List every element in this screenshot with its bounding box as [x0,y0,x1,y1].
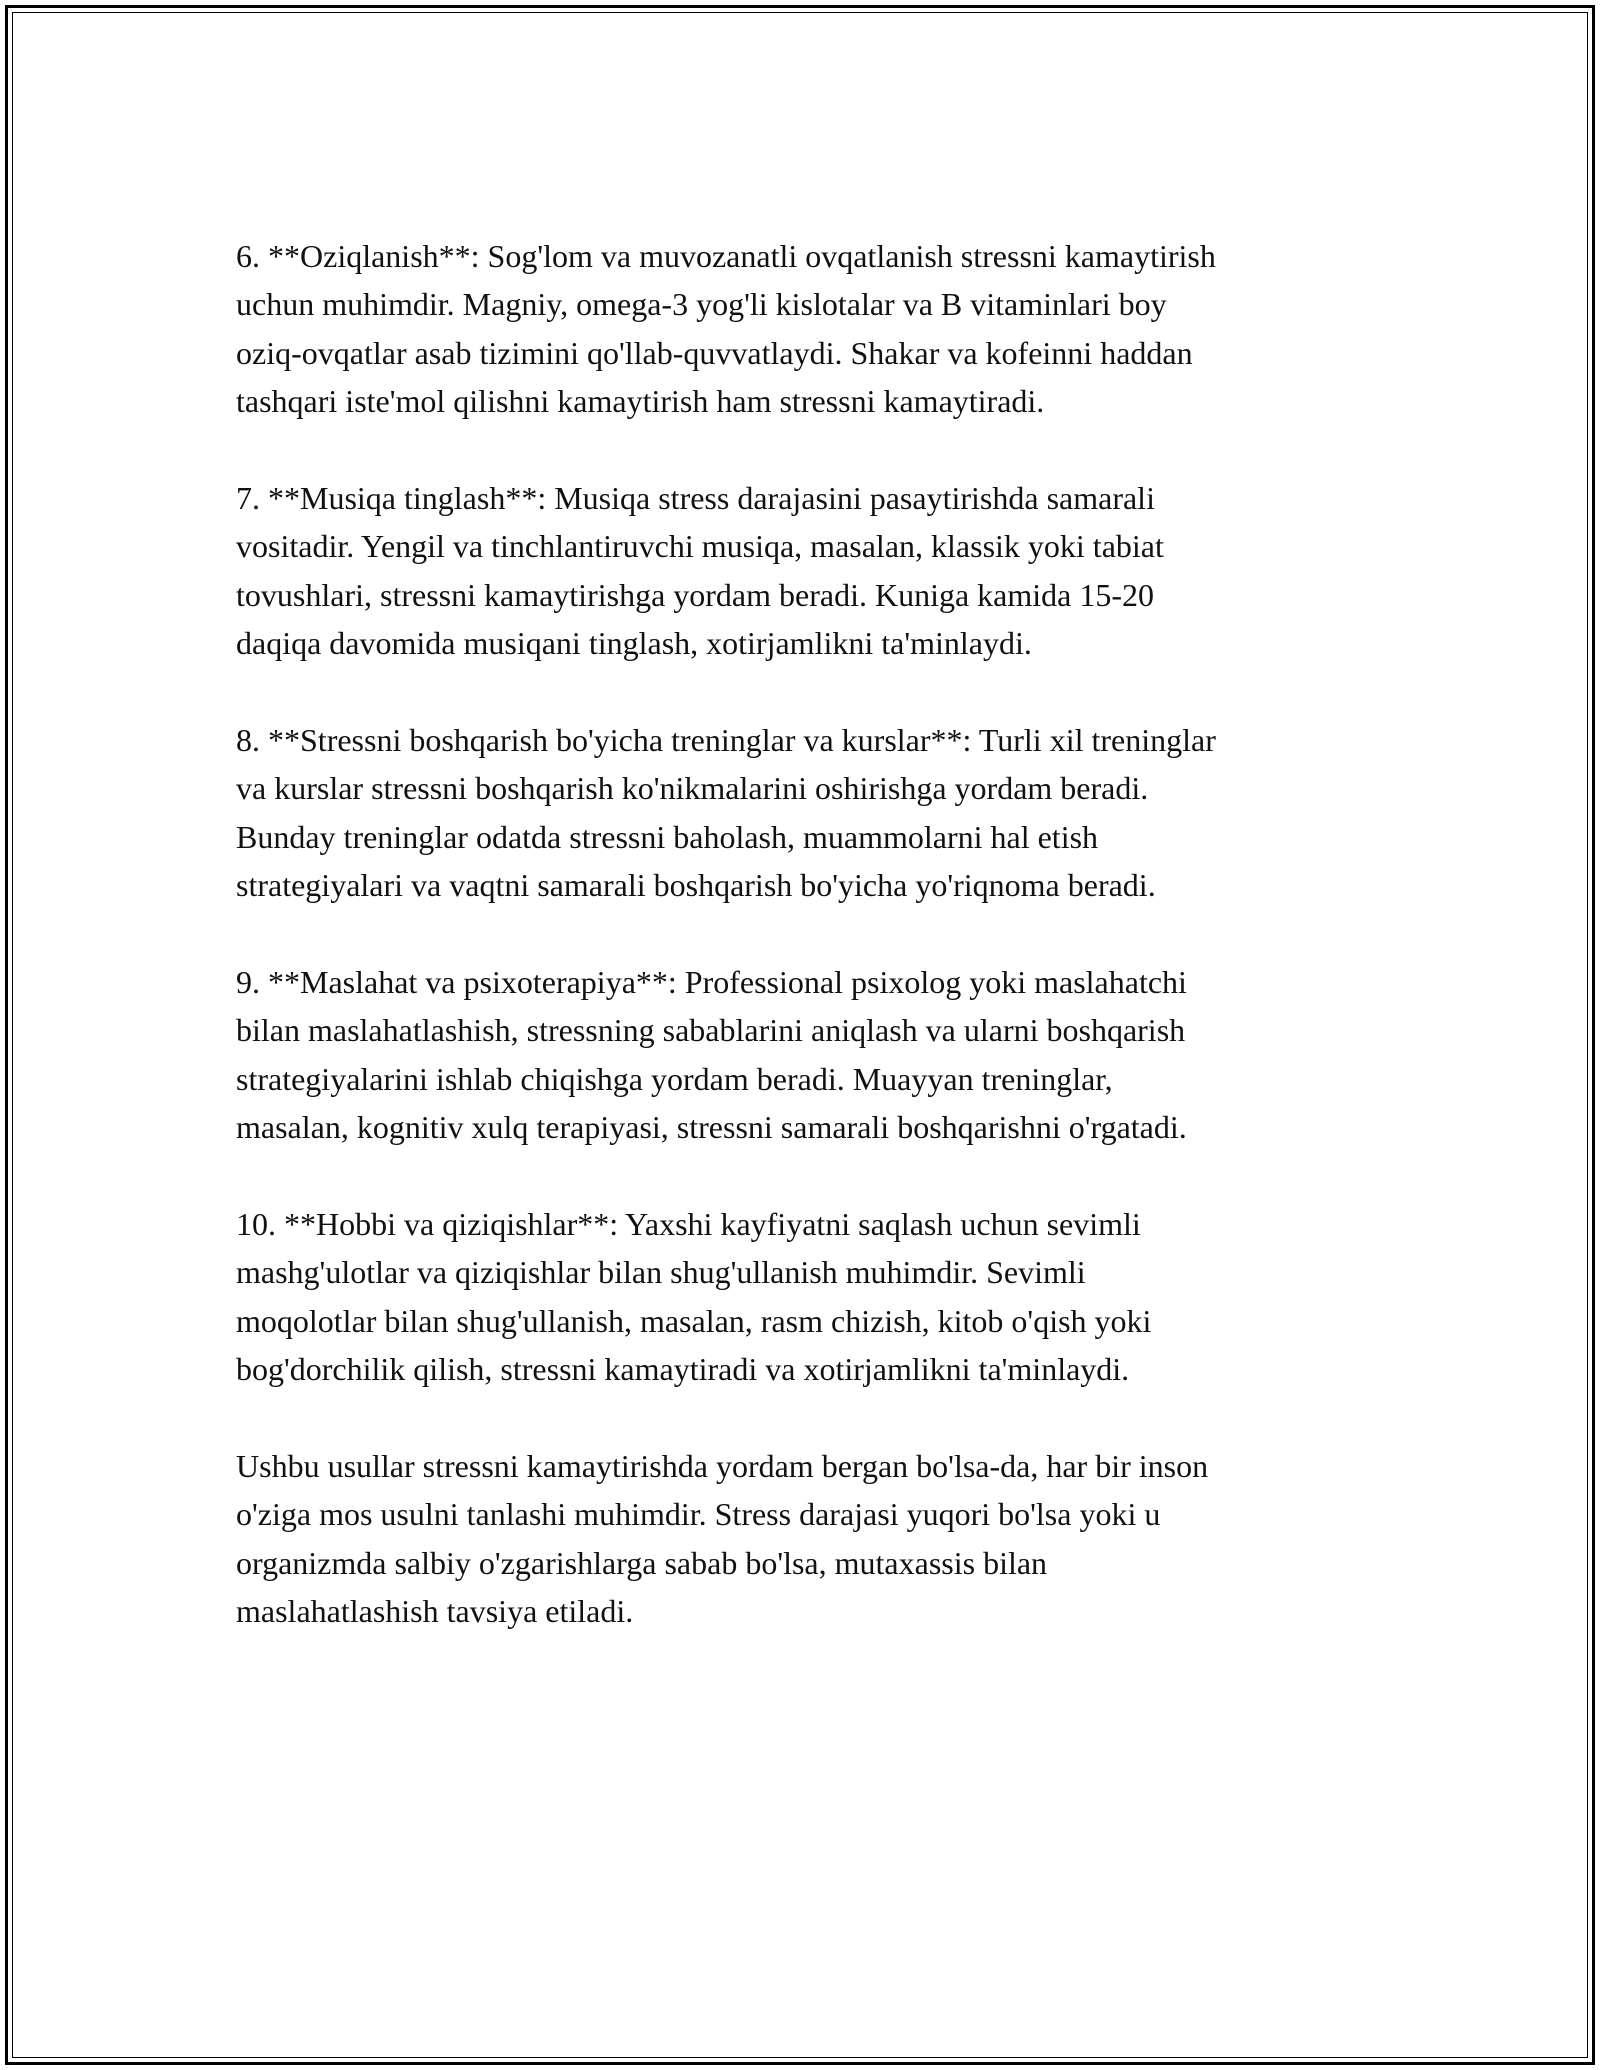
document-body [236,232,1376,1684]
paragraph-musiqa-tinglash: 7. **Musiqa tinglash**: Musiqa stress darajasini pasaytirishda samarali vositadir. Yengil va tinchlantiruvchi musiqa, masalan, klassik yoki tabiat tovushlari, stressni kamaytirishga yordam beradi. Kuniga kamida 15-20 daqiqa davomida musiqani tinglash, xotirjamlikni ta'minlaydi. [236,480,1164,662]
paragraph-hobbi-qiziqishlar: 10. **Hobbi va qiziqishlar**: Yaxshi kayfiyatni saqlash uchun sevimli mashg'ulotlar va qiziqishlar bilan shug'ullanish muhimdir. Sevimli moqolotlar bilan shug'ullanish, masalan, rasm chizish, kitob o'qish yoki bog'dorchilik qilish, stressni kamaytiradi va xotirjamlikni ta'minlaydi. [236,1206,1152,1388]
paragraph-conclusion: Ushbu usullar stressni kamaytirishda yordam bergan bo'lsa-da, har bir inson o'ziga mos usulni tanlashi muhimdir. Stress darajasi yuqori bo'lsa yoki u organizmda salbiy o'zgarishlarga sabab bo'lsa, mutaxassis bilan maslahatlashish tavsiya etiladi. [236,1448,1209,1630]
paragraph-oziqlanish: 6. **Oziqlanish**: Sog'lom va muvozanatli ovqatlanish stressni kamaytirish uchun muhimdir. Magniy, omega-3 yog'li kislotalar va B vitaminlari boy oziq-ovqatlar asab tizimini qo'llab-quvvatlaydi. Shakar va kofeinni haddan tashqari iste'mol qilishni kamaytirish ham stressni kamaytiradi. [236,238,1216,420]
paragraph-stressni-boshqarish: 8. **Stressni boshqarish bo'yicha treninglar va kurslar**: Turli xil treninglar va kurslar stressni boshqarish ko'nikmalarini oshirishga yordam beradi. Bunday treninglar odatda stressni baholash, muammolarni hal etish strategiyalari va vaqtni samarali boshqarish bo'yicha yo'riqnoma beradi. [236,722,1216,904]
paragraph-maslahat-psixoterapiya: 9. **Maslahat va psixoterapiya**: Professional psixolog yoki maslahatchi bilan maslahatlashish, stressning sabablarini aniqlash va ularni boshqarish strategiyalarini ishlab chiqishga yordam beradi. Muayyan treninglar, masalan, kognitiv xulq terapiyasi, stressni samarali boshqarishni o'rgatadi. [236,964,1187,1146]
